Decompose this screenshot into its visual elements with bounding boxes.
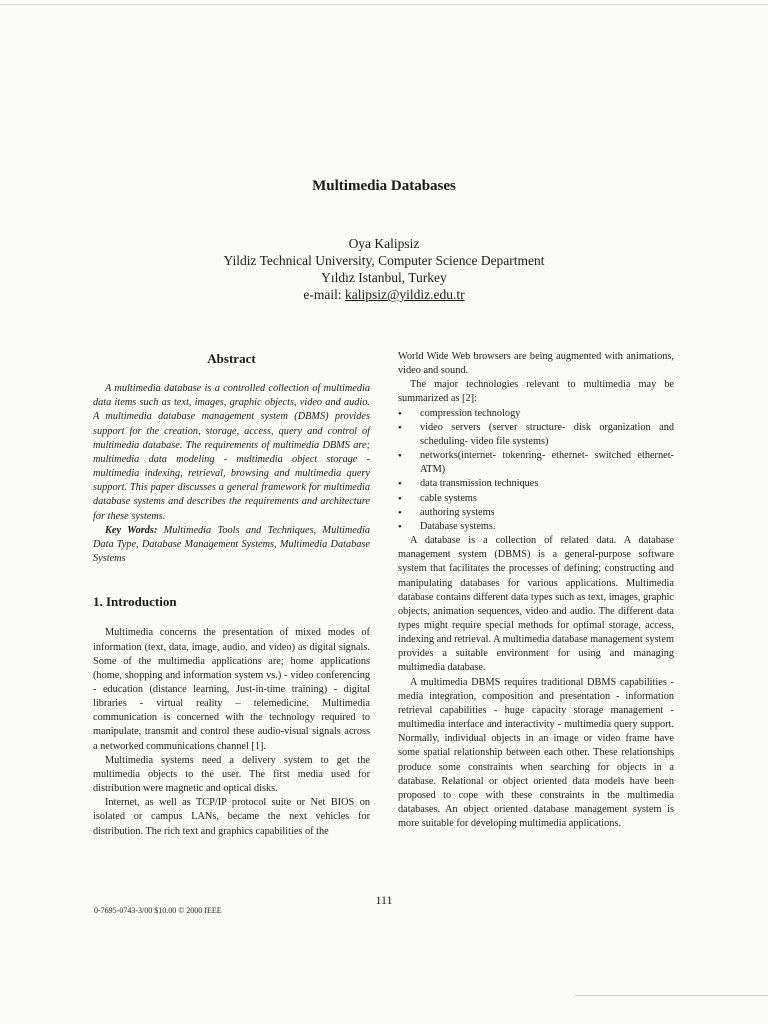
- list-item: • video servers (server structure- disk organization and scheduling- video file systems): [398, 421, 674, 449]
- abstract-heading: Abstract: [207, 351, 256, 366]
- intro-paragraph: Internet, as well as TCP/IP protocol suite or Net BIOS on isolated or campus LANs, became the next vehicles for distribution. The rich text and graphics capabilities of the: [93, 797, 370, 837]
- dbms-paragraph: A multimedia DBMS requires traditional DBMS capabilities - media integration, composition and presentation - information retrieval capabilities - huge capacity storage management - multimedia interface and interactivity - multimedia query support. Normally, individual objects in an image or video frame have some spatial relationship between each other. These relationships produce some constraints when searching for objects in a database. Relational or object oriented data models have been proposed to cope with these constraints in the multimedia databases. An object oriented database management system is more suitable for developing multimedia applications.: [398, 676, 674, 830]
- keywords: [93, 524, 370, 566]
- continuation-text: World Wide Web browsers are being augmented with animations, video and sound.: [398, 351, 674, 377]
- keywords-text: Multimedia Tools and Techniques, Multimedia Data Type, Database Management Systems, Multimedia Database Systems: [93, 524, 371, 565]
- list-item: • Database systems.: [398, 520, 674, 534]
- right-column: [398, 350, 674, 831]
- technologies-intro: The major technologies relevant to multimedia may be summarized as [2]:: [398, 379, 674, 405]
- copyright-footer: 0-7695-0743-3/00 $10.00 © 2000 IEEE: [94, 906, 222, 915]
- keywords-label: Key Words:: [105, 524, 158, 536]
- email-label: e-mail:: [303, 287, 342, 302]
- author-location: Yıldız Istanbul, Turkey: [321, 270, 447, 285]
- scan-edge-bottom: [575, 995, 768, 996]
- scan-edge-top: [0, 4, 768, 5]
- intro-paragraph: Multimedia concerns the presentation of mixed modes of information (text, data, image, audio, and video) as digital signals. Some of the multimedia applications are; home applications (home, shopping and information system vs.) - video conferencing - education (distance learning, Just-in-time training) - digital libraries - virtual reality – telemedicine. Multimedia communication is concerned with the technology required to manipulate, transmit and control these audio-visual signals across a networked communications channel [1].: [93, 627, 370, 752]
- list-item: • data transmission techniques: [398, 477, 674, 491]
- list-item: • compression technology: [398, 407, 674, 421]
- author-email-line: [0, 286, 768, 303]
- author-block: [0, 235, 768, 303]
- abstract-text: A multimedia database is a controlled collection of multimedia data items such as text, images, graphic objects, video and audio. A multimedia database management system (DBMS) provides support for the creation, storage, access, query and control of multimedia database. The requirements of multimedia DBMS are; multimedia data modeling - multimedia object storage - multimedia indexing, retrieval, browsing and multimedia query support. This paper discusses a general framework for multimedia database systems and describes the requirements and architecture for these systems.: [93, 383, 370, 522]
- intro-paragraph: Multimedia systems need a delivery system to get the multimedia objects to the user. The first media used for distribution were magnetic and optical disks.: [93, 754, 370, 795]
- list-item: • networks(internet- tokenring- ethernet- switched ethernet- ATM): [398, 449, 674, 477]
- introduction-heading: 1. Introduction: [93, 594, 177, 610]
- list-item: • authoring systems: [398, 506, 674, 520]
- list-item: • cable systems: [398, 492, 674, 506]
- technology-list: [398, 407, 674, 534]
- author-affiliation: Yildiz Technical University, Computer Science Department: [223, 253, 545, 268]
- author-name: Oya Kalipsiz: [348, 236, 420, 251]
- left-column: [93, 350, 370, 839]
- email-link[interactable]: kalipsiz@yildiz.edu.tr: [344, 287, 465, 302]
- database-paragraph: A database is a collection of related data. A database management system (DBMS) is a general-purpose software system that facilitates the processes of defining; constructing and manipulating databases for various applications. Multimedia database contains different data types such as text, images, graphic objects, animation sequences, video and audio. The different data types might require special methods for optimal storage, access, indexing and retrieval. A multimedia database management system provides a suitable environment for using and managing multimedia database.: [398, 535, 674, 674]
- page-number: 111: [375, 893, 393, 907]
- paper-title: Multimedia Databases: [312, 178, 456, 194]
